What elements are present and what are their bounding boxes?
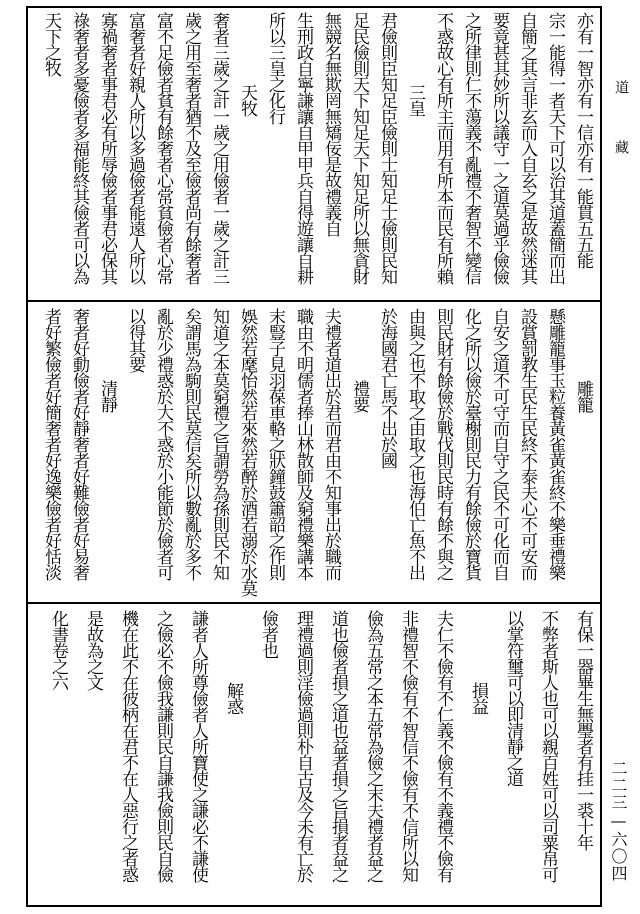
section-heading: 解惑 bbox=[223, 682, 243, 714]
text-column: 夫禮者道出於君而君由不知事出於職而 bbox=[321, 308, 341, 580]
text-column: 末豎子見羽葆車輅之狀鐘鼓簫韶之作則 bbox=[265, 308, 285, 580]
text-column: 道也儉者損之道也益者損之旨損者益之 bbox=[328, 610, 348, 882]
text-column: 宗一能得一者天下可以治其道蓋簡而出 bbox=[545, 12, 565, 284]
text-column: 富奢者好親人所以多過儉者能遠人所以 bbox=[125, 12, 145, 284]
text-column: 設賞罰教生民生民終不泰夫心不可安而 bbox=[517, 308, 537, 580]
text-column: 之所律則仁不蕩義不亂禮不奢智不變信 bbox=[461, 12, 481, 284]
text-column: 君儉則臣知足臣儉則士知足士儉則民知 bbox=[377, 12, 397, 284]
text-column: 天下之牧 bbox=[41, 12, 61, 76]
text-column: 足民儉則天下知足天下知足所以無貪財 bbox=[349, 12, 369, 284]
text-column: 生刑政自寧謙讓自甲甲兵自得遊讓自耕 bbox=[293, 12, 313, 284]
text-column: 以掌符璽可以即清靜之道 bbox=[503, 610, 523, 786]
text-column: 職由不明儒者捧山林散師及窮禮樂講本 bbox=[293, 308, 313, 580]
section-heading: 三皇 bbox=[405, 84, 425, 116]
text-column: 化書卷之六 bbox=[48, 610, 68, 690]
text-column: 寡禍奢者事君必有所辱儉者事君必保其 bbox=[97, 12, 117, 284]
section-heading: 禮要 bbox=[349, 380, 369, 412]
text-column: 亦有一智亦有一信亦有一能貫五五能 bbox=[573, 12, 593, 268]
page-number: 二二三—六〇四 bbox=[609, 760, 628, 882]
text-panel-middle bbox=[30, 308, 598, 598]
text-column: 儉者也 bbox=[258, 610, 278, 658]
text-column: 則民財有餘儉於戰伐則民時有餘不與之 bbox=[433, 308, 453, 580]
text-column: 理禮過則淫儉過則朴自古及今未有亡於 bbox=[293, 610, 313, 882]
text-column: 有保一器畢生無璺者有挂一裘十年 bbox=[573, 610, 593, 850]
text-column: 無競名無欺罔無矯佞是故禮義自 bbox=[321, 12, 341, 236]
text-column: 懸雕籠事玉粒養黃雀黃雀終不樂垂禮樂 bbox=[545, 308, 565, 580]
text-column: 所以三皇之化行 bbox=[265, 12, 285, 124]
text-column: 之儉必不儉我謙則民自謙我儉則民自儉 bbox=[153, 610, 173, 882]
text-column: 自安之道不可守而自守之民不可化而自 bbox=[489, 308, 509, 580]
text-column: 奢者好動儉者好靜奢者好難儉者好易奢 bbox=[69, 308, 89, 580]
section-heading: 損益 bbox=[468, 682, 488, 714]
text-column: 謙者人所尊儉者人所寶使之謙必不謙使 bbox=[188, 610, 208, 882]
text-column: 富不足儉者貧有餘奢者心常貧儉者心常 bbox=[153, 12, 173, 284]
text-column: 不惑故心有所主而用有所本而民有所賴 bbox=[433, 12, 453, 284]
text-column: 奢者三歲之計一歲之用儉者一歲之計三 bbox=[209, 12, 229, 284]
text-column: 非禮智不儉有不智信不儉有不信所以知 bbox=[398, 610, 418, 882]
text-column: 機在此不在彼柄在君不在人惡行之者惑 bbox=[118, 610, 138, 882]
margin-label-mid: 藏 bbox=[613, 140, 629, 162]
section-divider-2 bbox=[26, 602, 602, 604]
text-panel-bottom bbox=[30, 610, 598, 902]
text-column: 夫仁不儉有不仁義不儉有不義禮不儉有 bbox=[433, 610, 453, 882]
text-panel-top bbox=[30, 12, 598, 296]
text-column: 矣謂馬為駒則民莫信矣所以數亂於多不 bbox=[181, 308, 201, 580]
text-column: 知道之本莫窮禮之旨謂勞為孫則民不知 bbox=[209, 308, 229, 580]
text-column: 由與之也不取之由取之也海伯亡魚不出 bbox=[405, 308, 425, 580]
text-column: 不弊者斯人也可以親百姓可以司粟帛可 bbox=[538, 610, 558, 882]
text-column: 化之所以儉於臺榭則民力有餘儉於寶貨 bbox=[461, 308, 481, 580]
text-column: 以得其要 bbox=[125, 308, 145, 372]
text-column: 於海國君亡馬不出於國 bbox=[377, 308, 397, 468]
section-heading: 天牧 bbox=[237, 84, 257, 116]
section-heading: 雕籠 bbox=[573, 380, 593, 412]
text-column: 自簡之其言非玄而入自玄之是故然迷其 bbox=[517, 12, 537, 284]
text-column: 是故為之文 bbox=[83, 610, 103, 690]
text-column: 歲之用至奢者猶不及至儉者尚有餘奢者 bbox=[181, 12, 201, 284]
text-column: 亂於少禮惑於大不惑於小能節於儉者可 bbox=[153, 308, 173, 580]
section-divider-1 bbox=[26, 300, 602, 302]
text-column: 儉為五常之本五常為儉之末夫禮者益之 bbox=[363, 610, 383, 882]
section-heading: 清靜 bbox=[97, 380, 117, 412]
text-column: 者好繁儉者好簡奢者好逸樂儉者好恬淡 bbox=[41, 308, 61, 580]
text-column: 要竟甚其妙所以議守一之道莫過乎儉儉 bbox=[489, 12, 509, 284]
text-column: 祿奢者多憂儉者多福能終其儉者可以為 bbox=[69, 12, 89, 284]
text-column: 娛然若麾怡然若來然若醉於酒若溺於水莫 bbox=[237, 308, 257, 596]
margin-label-top: 道 bbox=[613, 80, 629, 102]
